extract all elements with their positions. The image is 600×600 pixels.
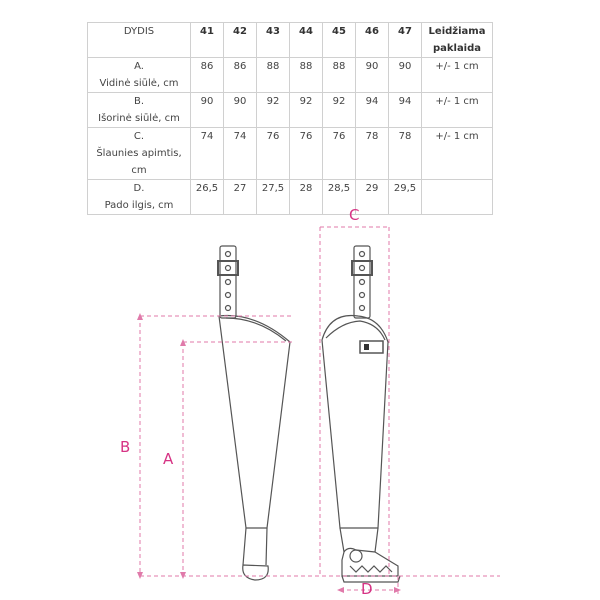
tolerance-cell: +/- 1 cm: [422, 58, 493, 93]
table-cell: 76: [323, 128, 356, 180]
strap-hole: [226, 252, 231, 257]
table-cell: 90: [356, 58, 389, 93]
row-name: Šlaunies apimtis, cm: [96, 148, 182, 176]
label-a: A: [163, 450, 174, 468]
size-header: 42: [224, 23, 257, 58]
strap-hole: [360, 280, 365, 285]
table-cell: 27: [224, 180, 257, 215]
table-cell: 74: [224, 128, 257, 180]
table-cell: 92: [323, 93, 356, 128]
table-row: [88, 93, 493, 128]
brand-badge: [360, 341, 383, 353]
size-header: 46: [356, 23, 389, 58]
table-row: [88, 58, 493, 93]
corner-cell: DYDIS: [88, 23, 191, 58]
row-code: C.: [133, 131, 145, 142]
table-cell: 29: [356, 180, 389, 215]
strap-hole: [360, 306, 365, 311]
table-cell: 94: [356, 93, 389, 128]
table-cell: 76: [257, 128, 290, 180]
table-cell: 29,5: [389, 180, 422, 215]
row-name: Vidinė siūlė, cm: [99, 78, 179, 89]
table-cell: 88: [323, 58, 356, 93]
tolerance-cell: +/- 1 cm: [422, 128, 493, 180]
table-cell: 86: [224, 58, 257, 93]
row-code: A.: [134, 61, 144, 72]
table-cell: 28,5: [323, 180, 356, 215]
size-header: 41: [191, 23, 224, 58]
strap-hole: [226, 293, 231, 298]
row-name: Pado ilgis, cm: [104, 200, 174, 211]
strap-hole: [360, 252, 365, 257]
strap-hole: [226, 280, 231, 285]
row-label: [88, 58, 191, 93]
size-header: 44: [290, 23, 323, 58]
table-cell: 88: [290, 58, 323, 93]
table-cell: 28: [290, 180, 323, 215]
row-label: [88, 93, 191, 128]
size-header: 43: [257, 23, 290, 58]
tolerance-header-line1: Leidžiama: [428, 26, 486, 37]
brand-badge-mark: [364, 344, 369, 350]
size-header: 45: [323, 23, 356, 58]
size-table: [87, 22, 493, 215]
row-code: B.: [133, 96, 145, 107]
table-cell: 74: [191, 128, 224, 180]
left-foot: [243, 565, 268, 580]
left-leg: [219, 316, 290, 528]
table-row: [88, 128, 493, 180]
tolerance-cell: +/- 1 cm: [422, 93, 493, 128]
table-cell: 90: [224, 93, 257, 128]
table-cell: 94: [389, 93, 422, 128]
strap-hole: [226, 266, 231, 271]
boot-tread: [350, 566, 392, 572]
table-cell: 92: [257, 93, 290, 128]
row-name: Išorinė siūlė, cm: [98, 113, 180, 124]
table-cell: 26,5: [191, 180, 224, 215]
strap-hole: [360, 266, 365, 271]
right-leg: [322, 316, 388, 529]
size-header: 47: [389, 23, 422, 58]
label-d: D: [361, 580, 373, 598]
table-cell: 86: [191, 58, 224, 93]
tolerance-header: [422, 23, 493, 58]
left-ankle: [243, 528, 267, 565]
table-cell: 78: [356, 128, 389, 180]
arrow: [337, 587, 344, 593]
table-cell: 92: [290, 93, 323, 128]
right-wader: [322, 246, 400, 582]
table-cell: 27,5: [257, 180, 290, 215]
row-label: [88, 128, 191, 180]
right-ankle: [340, 528, 378, 552]
table-cell: 88: [257, 58, 290, 93]
label-b: B: [120, 438, 131, 456]
right-strap-buckle: [352, 261, 372, 275]
table-cell: 90: [389, 58, 422, 93]
table-cell: 90: [191, 93, 224, 128]
wader-diagram: [0, 200, 600, 600]
table-cell: 78: [389, 128, 422, 180]
strap-hole: [360, 293, 365, 298]
measurement-lines: [140, 227, 500, 595]
left-wader: [218, 246, 290, 580]
label-c: C: [349, 206, 360, 224]
left-strap-buckle: [218, 261, 238, 275]
table-header-row: [88, 23, 493, 58]
table-cell: 76: [290, 128, 323, 180]
strap-hole: [226, 306, 231, 311]
row-code: D.: [133, 183, 145, 194]
tolerance-header-line2: paklaida: [432, 43, 482, 54]
boot-heel: [350, 550, 362, 562]
